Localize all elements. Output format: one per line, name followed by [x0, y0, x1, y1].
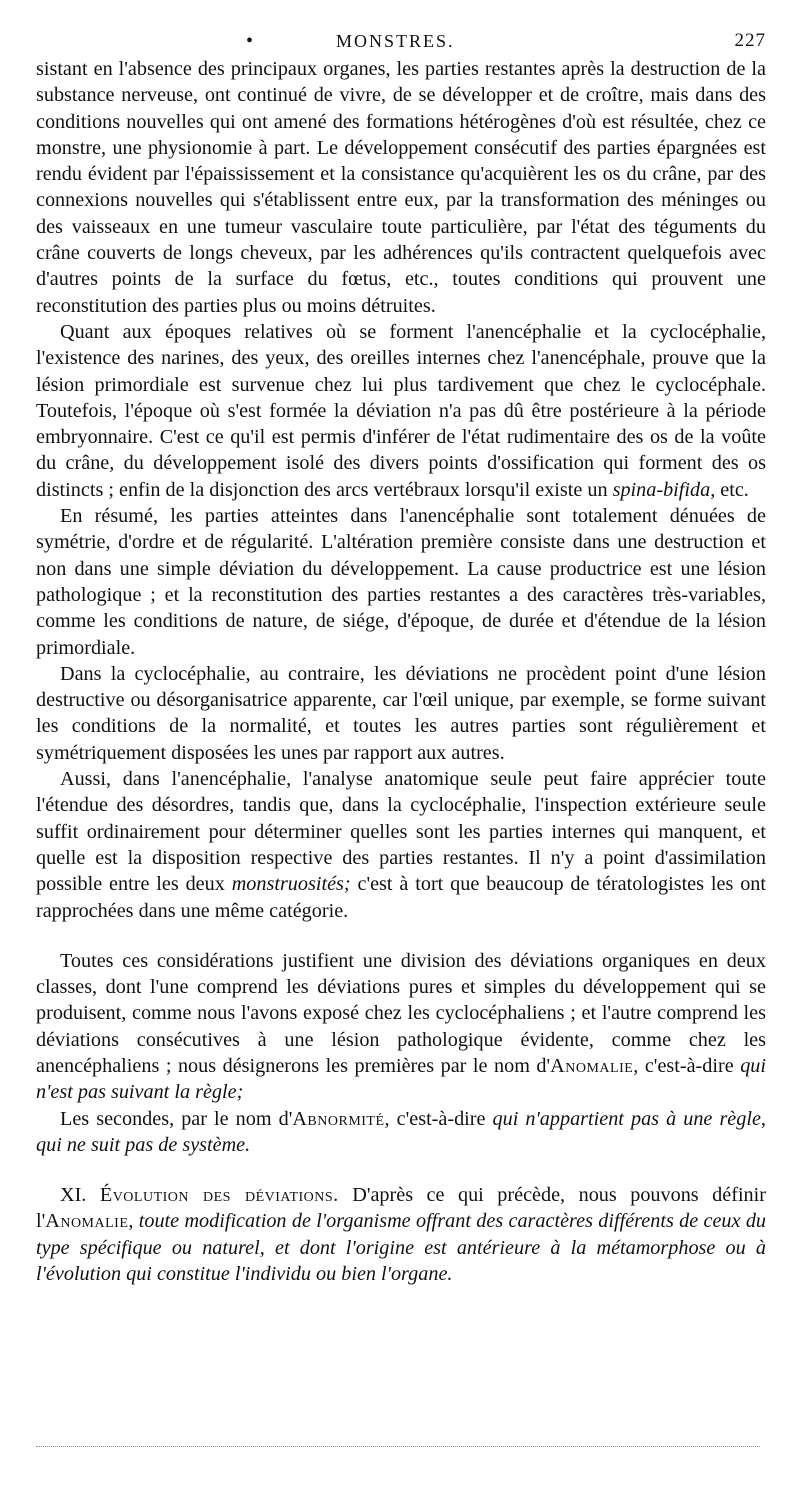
paragraph-text: Quant aux époques relatives où se forment l'anencéphalie et la cyclocéphalie, l'existence des narines, des yeux, des oreilles internes chez l'anencéphale, prouve que la lésion primordiale est survenue chez lui plus tardivement que chez le cyclocéphale. Toutefois, l'époque où s'est formée la déviation n'a pas dû être postérieure à la période embryonnaire. C'est ce qu'il est permis d'inférer de l'état rudimentaire des os de la voûte du crâne, du développement isolé des divers points d'ossification qui forment des os distincts ; enfin de la disjonction des arcs vertébraux lorsqu'il existe un [36, 320, 766, 501]
italic-definition: toute modification de l'organisme offrant des caractères différents de ceux du type spécifique ou naturel, et dont l'origine est antérieure à la métamorphose ou à l'évolution qui constitue l'individu ou bien l'organe. [36, 1210, 767, 1286]
body-text [36, 56, 766, 1287]
page-number: 227 [734, 30, 766, 51]
paragraph-text: Toutes ces considérations justifient une division des déviations organiques en deux classes, dont l'une comprend les déviations pures et simples du développement qui se produisent, comme nous l'avons exposé chez les cyclocéphaliens ; et l'autre comprend les déviations consécutives à une lésion pathologique évidente, comme chez les anencéphaliens ; nous désignerons les premières par le nom d' [36, 949, 766, 1077]
small-caps-term: Abnormité [292, 1107, 385, 1130]
paragraph-summary [36, 503, 766, 661]
section-gap [36, 1158, 766, 1182]
small-caps-term: Anomalie [45, 1210, 129, 1233]
paragraph-text: sistant en l'absence des principaux organes, les parties restantes après la destruction de la substance nerveuse, ont continué de vivre, de se développer et de croître, mais dans des conditions nouvelles qui ont amené des formations hétérogènes d'où est résultée, chez ce monstre, une physionomie à part. Le développement consécutif des parties épargnées est rendu évident par l'épaississement et la consistance qu'acquièrent les os du crâne, par des connexions nouvelles qui s'établissent entre eux, par la transformation des méninges ou des vaisseaux en une tumeur vasculaire toute particulière, par l'état des téguments du crâne couverts de longs cheveux, par les adhérences qu'ils contractent quelquefois avec d'autres points de la surface du fœtus, etc., toutes conditions qui prouvent une reconstitution des parties plus ou moins détruites. [36, 58, 766, 317]
page [36, 26, 766, 1287]
paragraph-classification [36, 948, 766, 1106]
running-head [36, 26, 766, 56]
small-caps-term: Anomalie [550, 1054, 634, 1077]
paragraph-text: Aussi, dans l'anencéphalie, l'analyse anatomique seule peut faire apprécier toute l'étendue des désordres, tandis que, dans la cyclocéphalie, l'inspection extérieure seule suffit ordinairement pour déterminer quelles sont les parties internes qui manquent, et quelle est la disposition respective des parties restantes. Il n'y a point d'assimilation possible entre les deux [36, 768, 766, 896]
section-heading: Évolution des déviations. [99, 1184, 339, 1207]
paragraph-text: Les secondes, par le nom d' [60, 1107, 293, 1130]
italic-term: monstruosités; [231, 873, 351, 896]
paragraph-text: D'après ce qui précède, nous pouvons définir l' [36, 1184, 766, 1233]
paragraph-epochs [36, 319, 766, 503]
italic-definition: qui n'appartient pas à une règle, qui ne suit pas de système. [36, 1107, 766, 1156]
paragraph-continued [36, 56, 766, 319]
italic-definition: qui n'est pas suivant la règle; [36, 1054, 766, 1104]
paragraph-text: En résumé, les parties atteintes dans l'anencéphalie sont totalement dénuées de symétrie, d'ordre et de régularité. L'altération première consiste dans une destruction et non dans une simple déviation du développement. La cause productrice est une lésion pathologique ; et la reconstitution des parties restantes a des caractères très-variables, comme les conditions de nature, de siége, d'époque, de durée et d'étendue de la lésion primordiale. [36, 505, 766, 659]
paragraph-cyclocephaly [36, 661, 766, 766]
section-xi-paragraph [36, 1182, 766, 1287]
section-number: XI. [60, 1184, 100, 1207]
paragraph-text: Dans la cyclocéphalie, au contraire, les déviations ne procèdent point d'une lésion destructive ou désorganisatrice apparente, car l'œil unique, par exemple, se forme suivant les conditions de la normalité, et toutes les autres parties sont régulièrement et symétriquement disposées les unes par rapport aux autres. [36, 662, 766, 764]
paragraph-second-class [36, 1106, 766, 1159]
paragraph-text: c'est à tort que beaucoup de tératologistes les ont rapprochées dans une même catégorie. [36, 873, 766, 922]
footer-dotted-rule [36, 1446, 760, 1447]
running-title: MONSTRES. [336, 31, 455, 51]
paragraph-text: , [128, 1210, 139, 1233]
paragraph-text: , c'est-à-dire [633, 1054, 741, 1077]
paragraph-text: , c'est-à-dire [384, 1107, 493, 1130]
section-gap [36, 924, 766, 948]
italic-term: spina-bifida [612, 478, 711, 501]
paragraph-text: , etc. [710, 478, 749, 501]
header-bullet: • [246, 30, 255, 52]
paragraph-comparison [36, 766, 766, 924]
